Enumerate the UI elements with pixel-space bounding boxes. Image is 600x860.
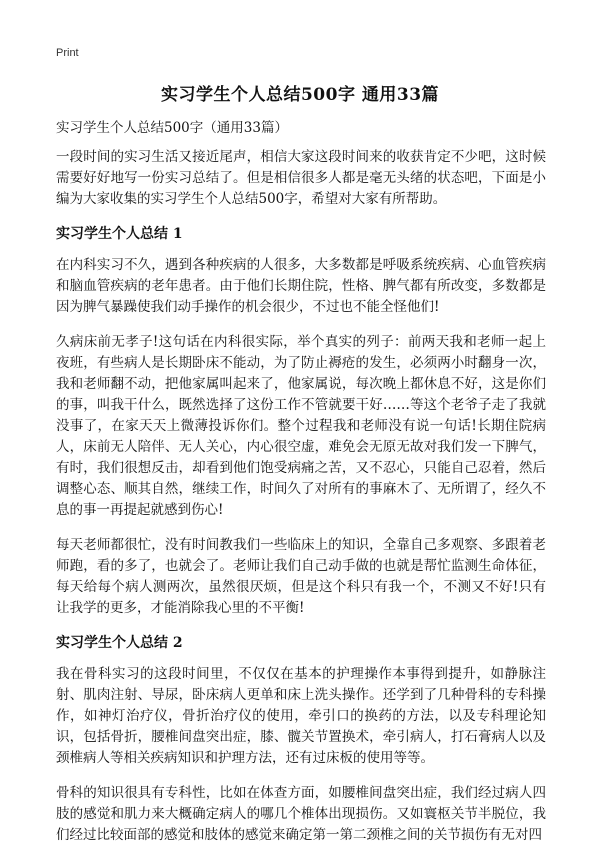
section-paragraph: 我在骨科实习的这段时间里，不仅仅在基本的护理操作本事得到提升，如静脉注射、肌肉注射、导尿，卧床病人更单和床上洗头操作。还学到了几种骨科的专科操作，如神灯治疗仪，骨折治疗仪的使用，牵引口的换药的方法，以及专科理论知识，包括骨折，腰椎间盘突出症，膝、髋关节置换术，牵引病人，打石膏病人以及颈椎病人等相关疾病知识和护理方法，还有过床板的使用等等。 (56, 666, 546, 766)
document-body (56, 118, 546, 860)
section-paragraph: 久病床前无孝子!这句话在内科很实际，举个真实的列子：前两天我和老师一起上夜班，有些病人是长期卧床不能动，为了防止褥疮的发生，必须两小时翻身一次，我和老师翻不动，把他家属叫起来了，他家属说，每次晚上都休息不好，这是你们的事，叫我干什么，既然选择了这份工作不管就要干好……等这个老爷子走了我就没事了，在家天天上微薄投诉你们。整个过程我和老师没有说一句话!长期住院病人，床前无人陪伴、无人关心，内心很空虚，难免会无原无故对我们发一下脾气，有时，我们很想反击，却看到他们饱受病痛之苦，又不忍心，只能自己忍着，然后调整心态、顺其自然，继续工作，时间久了对所有的事麻木了、无所谓了，经久不息的事一再提起就感到伤心! (56, 334, 546, 518)
print-label[interactable]: Print (56, 47, 79, 59)
section-heading: 实习学生个人总结 2 (56, 635, 183, 651)
section-paragraph: 骨科的知识很具有专科性，比如在体查方面，如腰椎间盘突出症，我们经过病人四肢的感觉和肌力来大概确定病人的哪几个椎体出现损伤。又如寰枢关节半脱位，我们经过比较面部的感觉和肢体的感觉来确定第一第二颈椎之间的关节损伤有无对四 (56, 785, 546, 843)
document-subtitle: 实习学生个人总结500字（通用33篇） (56, 120, 288, 136)
section-paragraph: 每天老师都很忙，没有时间教我们一些临床上的知识，全靠自己多观察、多跟着老师跑，看的多了，也就会了。老师让我们自己动手做的也就是帮忙监测生命体征，每天给每个病人测两次，虽然很厌烦，但是这个科只有我一个，不测又不好!只有让我学的更多，才能消除我心里的不平衡! (56, 537, 546, 616)
intro-paragraph: 一段时间的实习生活又接近尾声，相信大家这段时间来的收获肯定不少吧，这时候需要好好地写一份实习总结了。但是相信很多人都是毫无头绪的状态吧，下面是小编为大家收集的实习学生个人总结500字，希望对大家有所帮助。 (56, 149, 546, 207)
section-heading: 实习学生个人总结 1 (56, 226, 183, 242)
page-title: 实习学生个人总结500字 通用33篇 (160, 85, 440, 105)
section-paragraph: 在内科实习不久，遇到各种疾病的人很多，大多数都是呼吸系统疾病、心血管疾病和脑血管疾病的老年患者。由于他们长期住院，性格、脾气都有所改变，多数都是因为脾气暴躁使我们动手操作的机会很少，不过也不能全怪他们! (56, 257, 546, 315)
